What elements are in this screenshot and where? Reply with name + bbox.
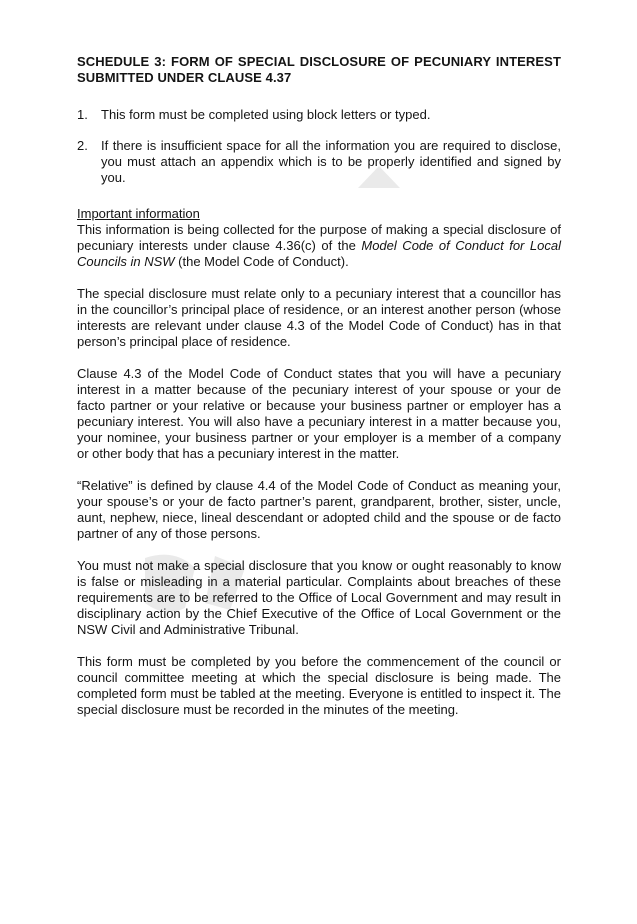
paragraph-scope: The special disclosure must relate only to a pecuniary interest that a councillor has in the councillor’s principal place of residence, or an interest another person (whose interests are relevant under clause 4.3 of the Model Code of Conduct) has in that person’s principal place of residence. bbox=[77, 286, 561, 349]
paragraph-purpose-start: This information is being collected for the purpose of making a special disclosure of pecuniary interests under clause 4.36(c) of the bbox=[77, 222, 561, 253]
instruction-text: This form must be completed using block letters or typed. bbox=[101, 107, 431, 122]
instruction-text: If there is insufficient space for all the information you are required to disclose, you must attach an appendix which is to be properly identified and signed by you. bbox=[101, 138, 561, 185]
paragraph-purpose bbox=[77, 222, 561, 270]
paragraph-purpose-end: (the Model Code of Conduct). bbox=[174, 254, 349, 269]
instruction-number: 1. bbox=[77, 107, 88, 122]
instruction-item bbox=[77, 138, 561, 186]
instruction-number: 2. bbox=[77, 138, 88, 153]
paragraph-relative-definition: “Relative” is defined by clause 4.4 of the Model Code of Conduct as meaning your, your spouse’s or your de facto partner’s parent, grandparent, brother, sister, uncle, aunt, nephew, niece, lineal descendant or adopted child and the spouse or de facto partner of any of those persons. bbox=[77, 478, 561, 541]
document-title: SCHEDULE 3: FORM OF SPECIAL DISCLOSURE OF PECUNIARY INTEREST SUBMITTED UNDER CLAUSE 4.37 bbox=[77, 54, 561, 85]
paragraph-clause-4-3: Clause 4.3 of the Model Code of Conduct states that you will have a pecuniary interest in a matter because of the pecuniary interest of your spouse or your de facto partner or your relative or because your business partner or employer has a pecuniary interest. You will also have a pecuniary interest in a matter because you, your nominee, your business partner or your employer is a member of a company or other body that has a pecuniary interest in the matter. bbox=[77, 366, 561, 461]
instruction-item bbox=[77, 107, 561, 123]
document-page bbox=[77, 54, 561, 734]
model-code-title: Model Code of Conduct for Local Councils in NSW bbox=[77, 238, 561, 269]
paragraph-completion: This form must be completed by you before the commencement of the council or council committee meeting at which the special disclosure is being made. The completed form must be tabled at the meeting. Everyone is entitled to inspect it. The special disclosure must be recorded in the minutes of the meeting. bbox=[77, 654, 561, 717]
paragraph-false-disclosure: You must not make a special disclosure that you know or ought reasonably to know is false or misleading in a material particular. Complaints about breaches of these requirements are to be referred to the Office of Local Government and may result in disciplinary action by the Chief Executive of the Office of Local Government or the NSW Civil and Administrative Tribunal. bbox=[77, 558, 561, 637]
important-information-heading: Important information bbox=[77, 206, 200, 221]
